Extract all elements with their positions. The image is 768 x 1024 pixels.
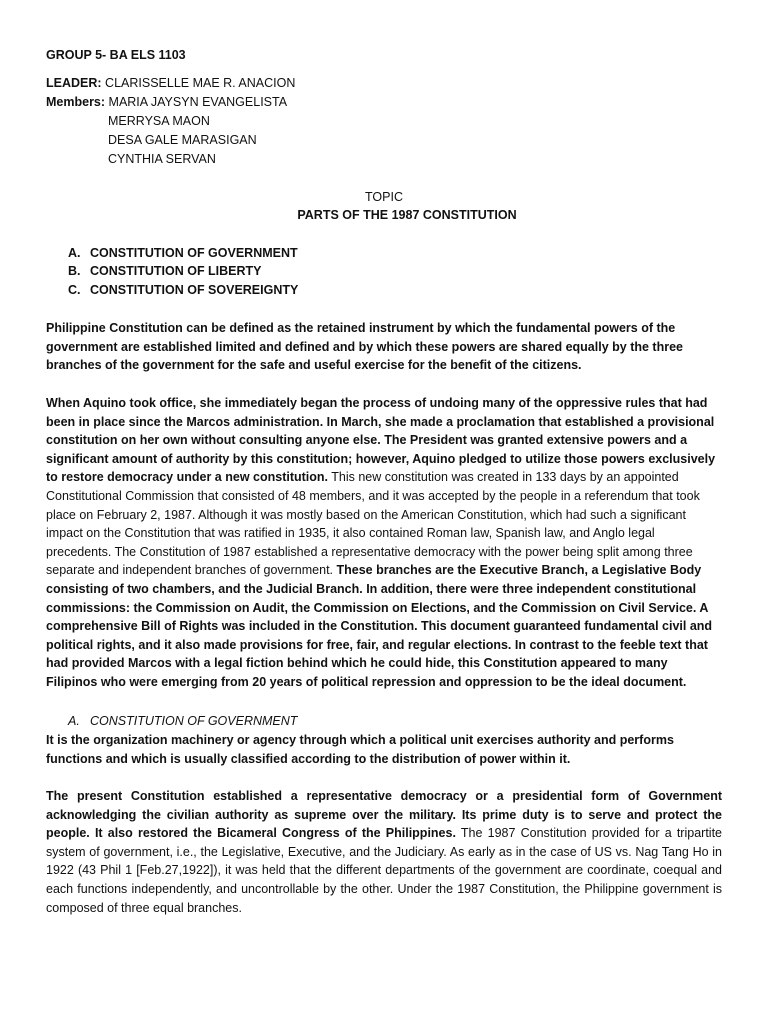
government-bold-part: The present Constitution established a representative democracy or a presidential form of Government acknowledging the civilian authority as supreme over the military. Its prime duty is to serve and protect the people. It also restored the Bicameral Congress of the Philippines.: [46, 789, 722, 841]
leader-label: LEADER:: [46, 76, 102, 90]
outline-marker: B.: [68, 264, 81, 278]
section-a-heading: [46, 712, 744, 731]
outline-marker: A.: [68, 246, 81, 260]
section-a-title: CONSTITUTION OF GOVERNMENT: [90, 714, 298, 728]
member-name: DESA GALE MARASIGAN: [108, 133, 257, 147]
government-paragraph: [46, 787, 722, 917]
outline-item: [46, 244, 744, 263]
history-paragraph: [46, 394, 722, 692]
leader-name: CLARISSELLE MAE R. ANACION: [105, 76, 296, 90]
member-name: MERRYSA MAON: [108, 114, 210, 128]
outline-item: [46, 262, 744, 281]
history-bold-part: When Aquino took office, she immediately began the process of undoing many of the oppressive rules that had been in place since the Marcos administration. In March, she made a proclamation that established a provisional constitution on her own without consulting anyone else. The President was granted extensive powers and a significant amount of authority by this constitution; however, Aquino pledged to utilize those powers exclusively to restore democracy under a new constitution.: [46, 396, 716, 485]
outline-text: CONSTITUTION OF GOVERNMENT: [90, 246, 298, 260]
leader-line: [46, 74, 722, 93]
intro-paragraph: Philippine Constitution can be defined as the retained instrument by which the fundamental powers of the government are established limited and defined and by which these powers are shared equally by the three branches of the government for the safe and useful exercise for the benefit of the citizens.: [46, 321, 683, 373]
history-bold-part: These branches are the Executive Branch, a Legislative Body consisting of two chambers, and the Judicial Branch. In addition, there were three independent constitutional commissions: the Commission on Audit, the Commission on Elections, and the Commission on Civil Service. A comprehensive Bill of Rights was included in the Constitution. This document guaranteed fundamental civil and political rights, and it also made provisions for free, fair, and regular elections. In contrast to the feeble text that had provided Marcos with a legal fiction behind which he could hide, this Constitution appeared to many Filipinos who were emerging from 20 years of political repression and oppression to be the ideal document.: [46, 563, 713, 689]
members-line: [46, 93, 722, 112]
section-a-marker: A.: [68, 714, 80, 728]
member-name: CYNTHIA SERVAN: [108, 152, 216, 166]
member-name: MARIA JAYSYN EVANGELISTA: [108, 95, 288, 109]
outline-item: [46, 281, 744, 300]
members-label: Members:: [46, 95, 106, 109]
group-line: GROUP 5- BA ELS 1103: [46, 48, 186, 62]
topic-title: PARTS OF THE 1987 CONSTITUTION: [297, 208, 517, 222]
section-a-definition: It is the organization machinery or agency through which a political unit exercises authority and performs functions and which is usually classified according to the distribution of power within it.: [46, 733, 674, 766]
topic-label: TOPIC: [365, 190, 403, 204]
outline-text: CONSTITUTION OF LIBERTY: [90, 264, 262, 278]
outline-text: CONSTITUTION OF SOVEREIGNTY: [90, 283, 299, 297]
government-normal-part: The 1987 Constitution provided for a tripartite system of government, i.e., the Legislative, Executive, and the Judiciary. As early as in the case of US vs. Nag Tang Ho in 1922 (43 Phil 1 [Feb.27,1922]), it was held that the different departments of the government are coordinate, coequal and each functions independently, and uncontrollable by the other. Under the 1987 Constitution, the Philippine government is composed of three equal branches.: [46, 826, 722, 915]
outline-marker: C.: [68, 283, 81, 297]
history-normal-part: This new constitution was created in 133 days by an appointed Constitutional Commission that consisted of 48 members, and it was accepted by the people in a referendum that took place on February 2, 1987. Although it was mostly based on the American Constitution, which had such a significant impact on the Constitution that was ratified in 1935, it also contained Roman law, Spanish law, and Anglo legal precedents. The Constitution of 1987 established a representative democracy with the power being split among three separate and independent branches of government.: [46, 470, 700, 578]
